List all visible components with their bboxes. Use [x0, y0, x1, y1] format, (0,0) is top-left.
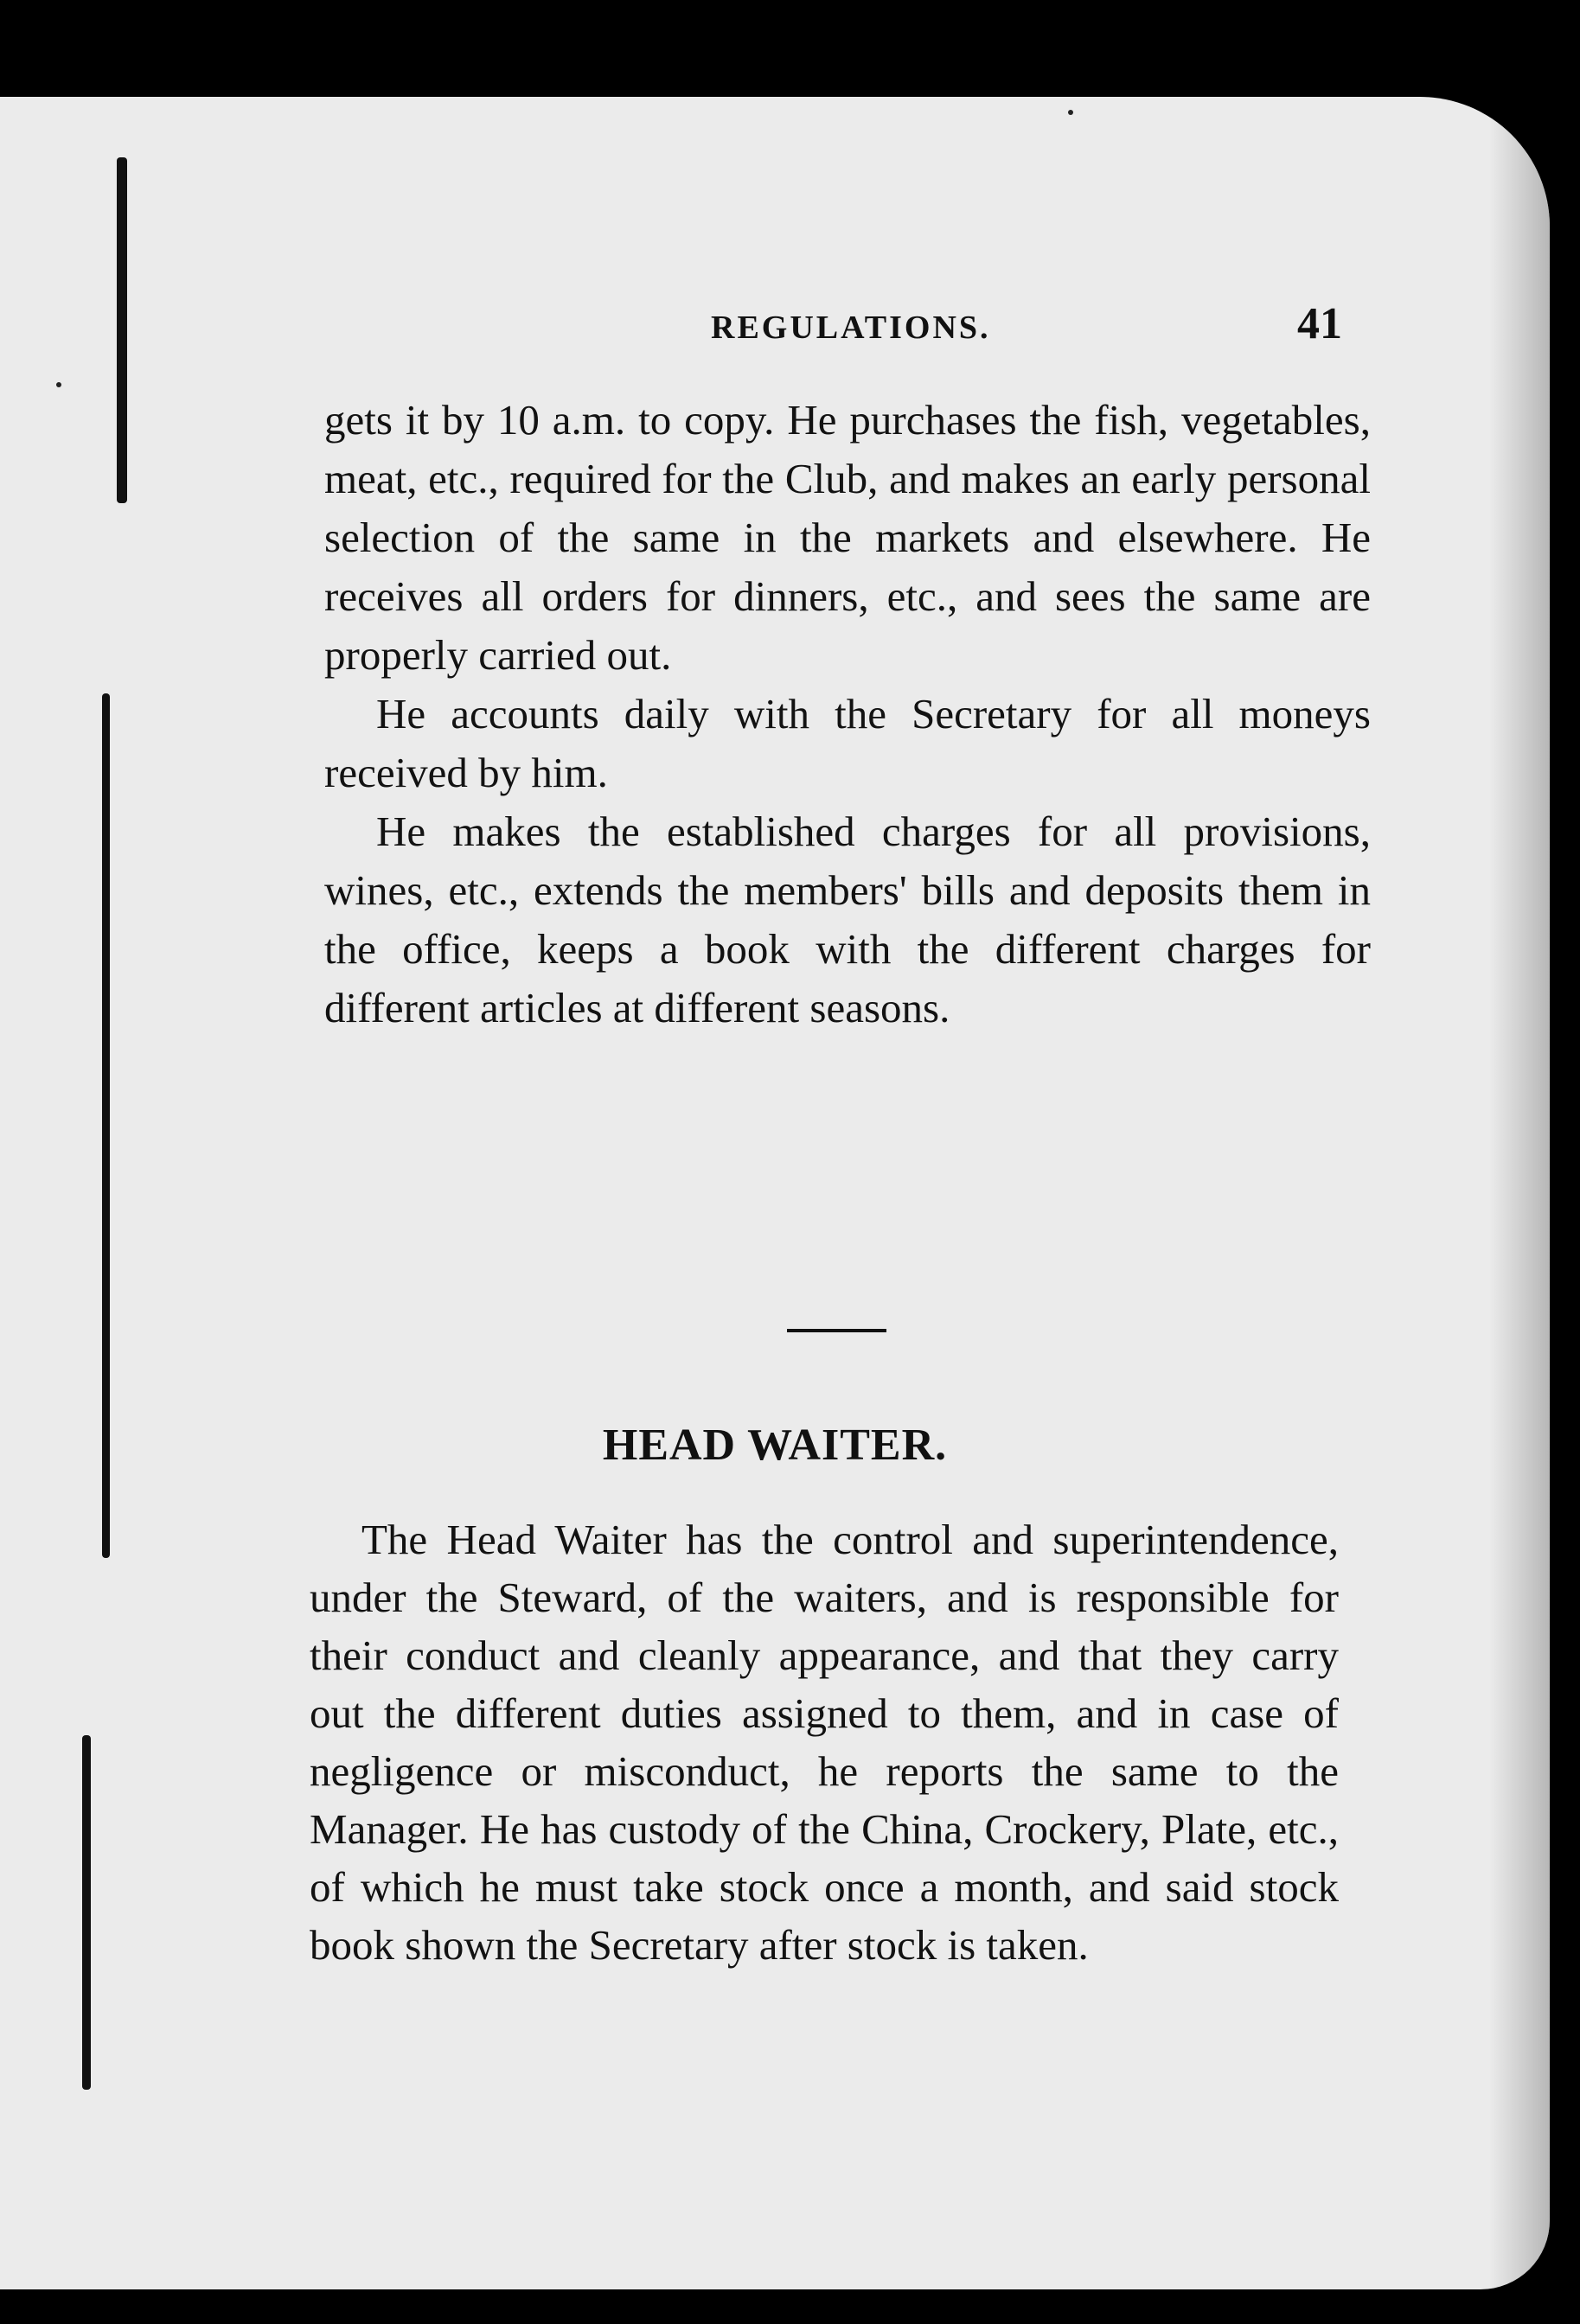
running-title: REGULATIONS.	[711, 310, 991, 346]
dust-speck	[1068, 110, 1073, 115]
page-header	[0, 300, 1550, 352]
paragraph: He accounts daily with the Secretary for all moneys received by him.	[324, 690, 1371, 796]
section-heading: HEAD WAITER.	[602, 1421, 948, 1470]
binding-thread	[82, 1735, 91, 2090]
page-number: 41	[1297, 299, 1342, 348]
section-divider	[787, 1329, 886, 1332]
book-page	[0, 97, 1550, 2289]
section-body-text	[310, 1510, 1339, 1974]
paragraph: gets it by 10 a.m. to copy. He purchases the fish, vegetables, meat, etc., required for the Club, and makes an early personal selection of the same in the markets and elsewhere. He receives all orders for dinners, etc., and sees the same are properly carried out.	[324, 396, 1371, 679]
page-edge-shadow	[1489, 97, 1550, 2289]
paragraph: The Head Waiter has the control and superintendence, under the Steward, of the waiters, and is responsible for their conduct and cleanly appearance, and that they carry out the different duties assigned to them, and in case of negligence or misconduct, he reports the same to the Manager. He has custody of the China, Crockery, Plate, etc., of which he must take stock once a month, and said stock book shown the Secretary after stock is taken.	[310, 1516, 1339, 1969]
paragraph: He makes the established charges for all provisions, wines, etc., extends the members' bills and deposits them in the office, keeps a book with the different charges for different articles at different seasons.	[324, 808, 1371, 1031]
body-text	[324, 391, 1371, 1038]
dust-speck	[56, 382, 61, 387]
